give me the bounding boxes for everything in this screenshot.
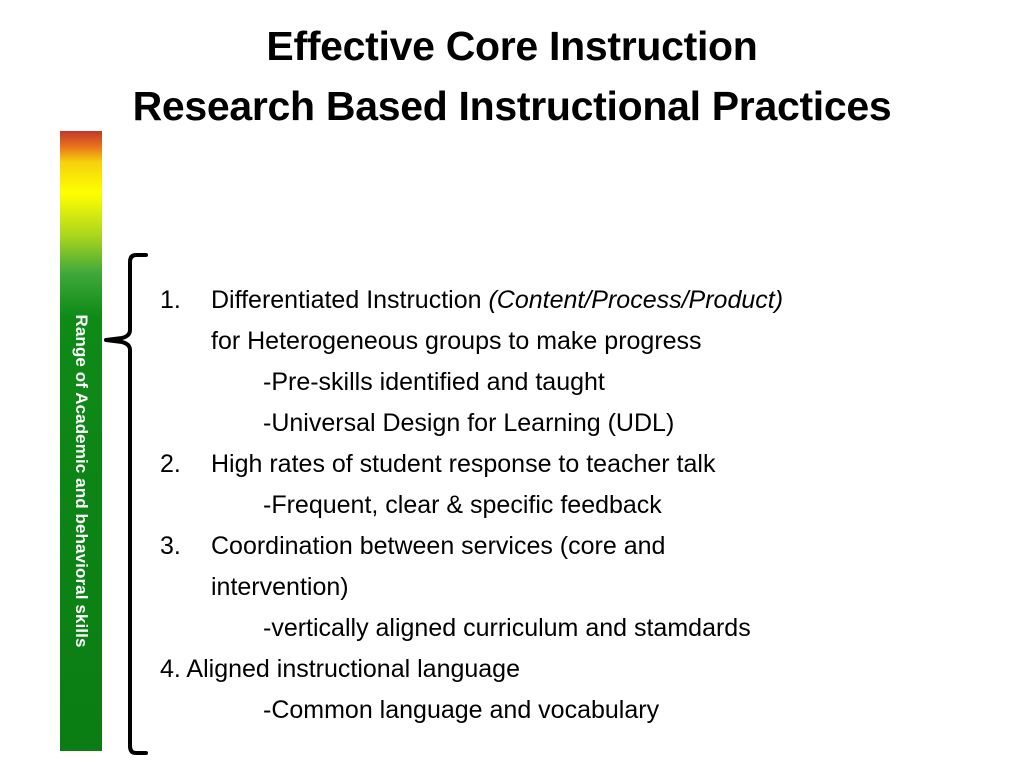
- skills-range-label: Range of Academic and behavioral skills: [72, 314, 91, 648]
- list-item-text: 4. Aligned instructional language: [160, 655, 520, 683]
- list-item-text: High rates of student response to teacher talk: [211, 450, 716, 478]
- title-line-1: Effective Core Instruction: [266, 23, 758, 69]
- list-item-4: [160, 649, 980, 690]
- list-item-italic-note: (Content/Process/Product): [488, 286, 784, 314]
- sub-item: -Frequent, clear & specific feedback: [263, 491, 662, 519]
- left-bracket-icon: [104, 252, 152, 756]
- list-item-2: [160, 444, 980, 485]
- list-item-continuation: for Heterogeneous groups to make progress: [211, 327, 702, 355]
- list-number: 1.: [160, 286, 181, 314]
- list-item-text: Coordination between services (core and: [211, 532, 666, 560]
- sub-item: -Universal Design for Learning (UDL): [263, 409, 675, 437]
- title-line-2: Research Based Instructional Practices: [132, 83, 892, 129]
- list-item-continuation: intervention): [211, 573, 349, 601]
- sub-item: -Common language and vocabulary: [263, 696, 660, 724]
- list-item-text: Differentiated Instruction: [211, 286, 489, 314]
- list-number: 3.: [160, 532, 181, 560]
- sub-item: -Pre-skills identified and taught: [263, 368, 605, 396]
- list-item-3: [160, 526, 980, 567]
- sub-item: -vertically aligned curriculum and stamdards: [263, 614, 751, 642]
- practices-list: [160, 280, 980, 731]
- list-number: 2.: [160, 450, 181, 478]
- slide-title: [0, 16, 1024, 136]
- list-item-1: [160, 280, 980, 321]
